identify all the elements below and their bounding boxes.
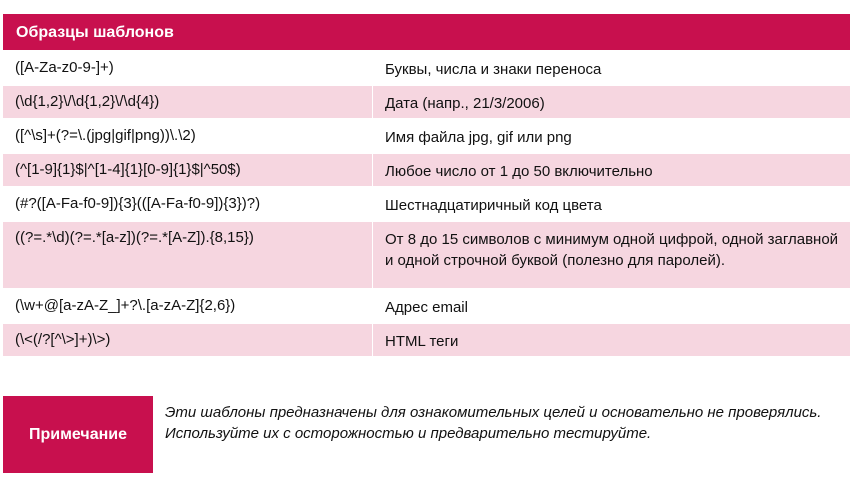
pattern-cell: (^[1-9]{1}$|^[1-4]{1}[0-9]{1}$|^50$) <box>3 154 373 186</box>
table-row <box>3 222 850 290</box>
description-cell: Имя файла jpg, gif или png <box>385 129 572 146</box>
note-label: Примечание <box>3 396 153 473</box>
description-cell: От 8 до 15 символов с минимум одной цифрой, одной заглавной и одной строчной буквой (полезно для паролей). <box>385 231 839 269</box>
table-row <box>3 324 850 358</box>
table-row <box>3 52 850 86</box>
patterns-table <box>3 14 850 358</box>
description-cell: Дата (напр., 21/3/2006) <box>385 95 545 112</box>
note-box <box>3 396 850 473</box>
pattern-cell: ([^\s]+(?=\.(jpg|gif|png))\.\2) <box>3 120 373 152</box>
table-title: Образцы шаблонов <box>3 14 850 52</box>
pattern-cell: (\<(/?[^\>]+)\>) <box>3 324 373 356</box>
table-row <box>3 86 850 120</box>
pattern-cell: (\d{1,2}\/\d{1,2}\/\d{4}) <box>3 86 373 118</box>
description-cell: HTML теги <box>385 333 459 350</box>
description-cell: Адрес email <box>385 299 468 316</box>
table-row <box>3 120 850 154</box>
pattern-cell: ((?=.*\d)(?=.*[a-z])(?=.*[A-Z]).{8,15}) <box>3 222 373 288</box>
pattern-cell: (#?([A-Fa-f0-9]){3}(([A-Fa-f0-9]){3})?) <box>3 188 373 220</box>
description-cell: Шестнадцатиричный код цвета <box>385 197 602 214</box>
pattern-cell: (\w+@[a-zA-Z_]+?\.[a-zA-Z]{2,6}) <box>3 290 373 322</box>
table-row <box>3 290 850 324</box>
table-row <box>3 154 850 188</box>
table-row <box>3 188 850 222</box>
description-cell: Любое число от 1 до 50 включительно <box>385 163 653 180</box>
note-text: Эти шаблоны предназначены для ознакомительных целей и основательно не проверялись. Используйте их с осторожностью и предварительно тестируйте. <box>165 404 822 442</box>
pattern-cell: ([A-Za-z0-9-]+) <box>3 52 373 84</box>
description-cell: Буквы, числа и знаки переноса <box>385 61 602 78</box>
